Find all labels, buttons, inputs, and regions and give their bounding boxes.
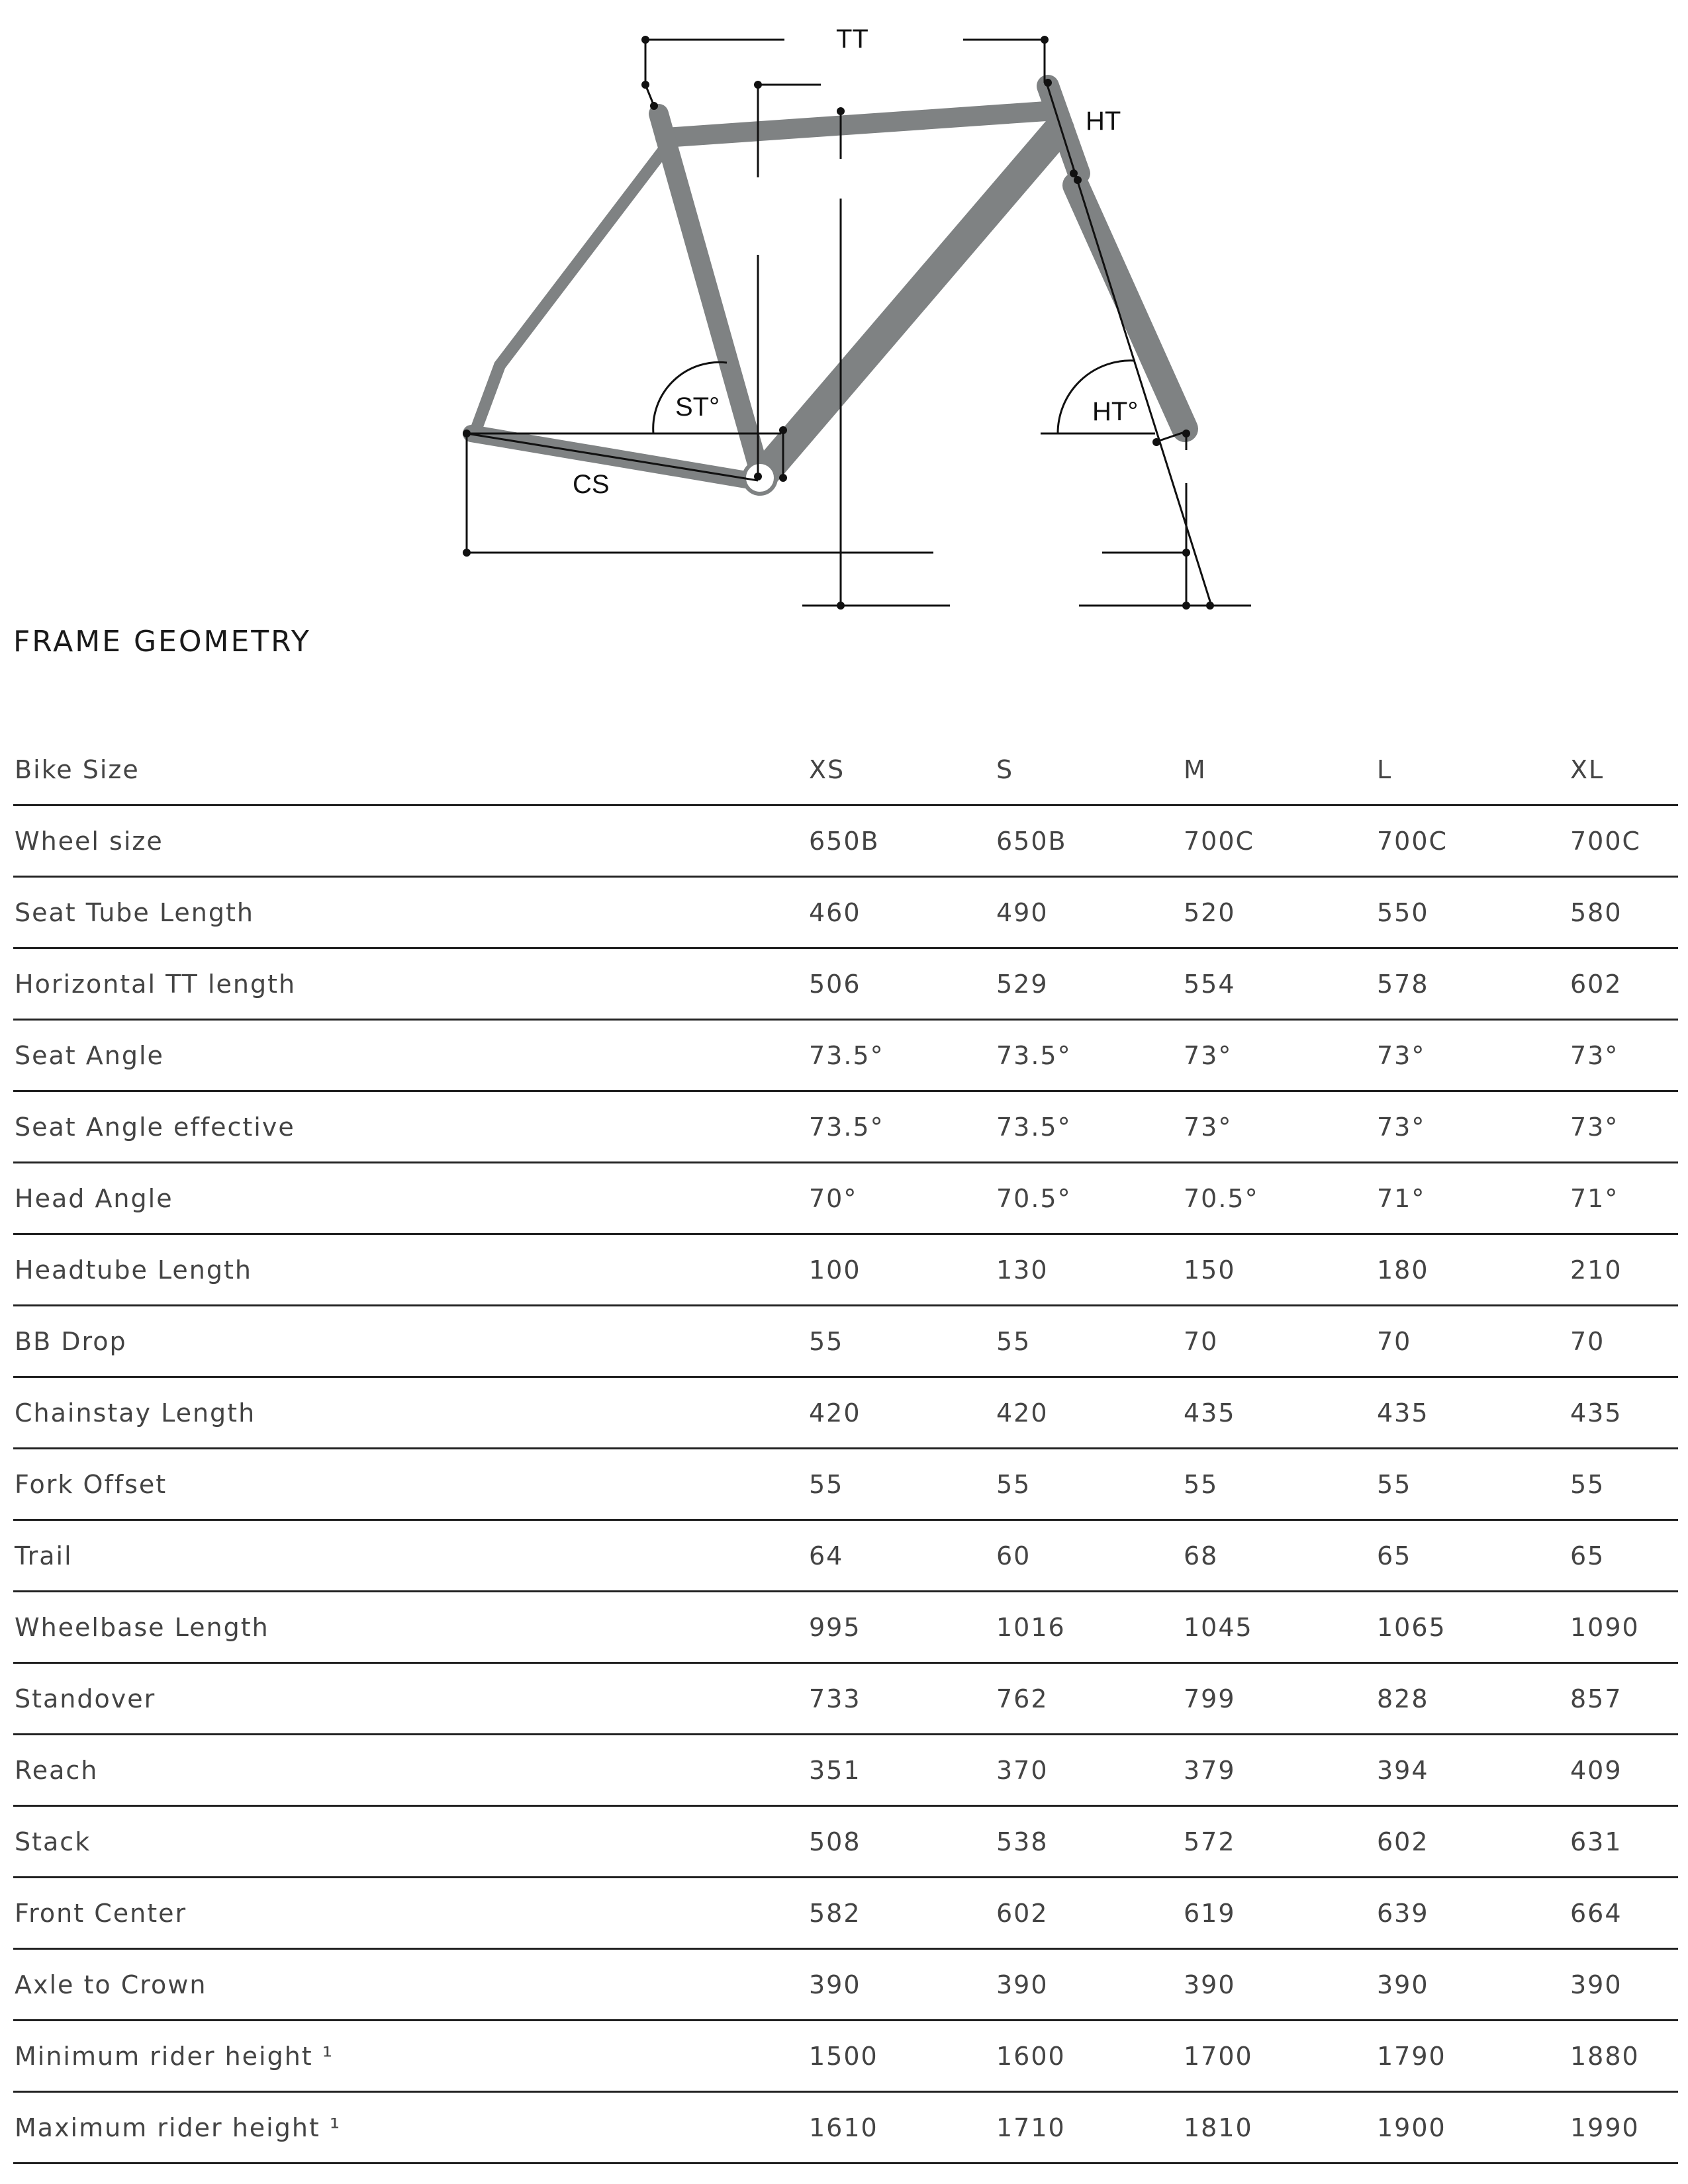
cell-value: 1700 (1182, 2021, 1376, 2092)
cell-value: 639 (1376, 1878, 1569, 1949)
cell-value: 65 (1569, 1520, 1678, 1592)
cell-value: 210 (1569, 1234, 1678, 1306)
table-row (13, 1091, 1678, 1163)
cell-value: 180 (1376, 1234, 1569, 1306)
table-row (13, 1878, 1678, 1949)
cell-value: 73° (1376, 1091, 1569, 1163)
cell-value: 394 (1376, 1735, 1569, 1806)
cell-value: 420 (995, 1377, 1182, 1449)
cell-value: 538 (995, 1806, 1182, 1878)
row-label: BB Drop (13, 1306, 808, 1377)
header-cell: XS (808, 735, 995, 805)
cell-value: 650B (808, 805, 995, 877)
cell-value: 700C (1376, 805, 1569, 877)
cell-value: 435 (1182, 1377, 1376, 1449)
tt-label: TT (836, 24, 868, 54)
row-label: Seat Tube Length (13, 877, 808, 948)
cell-value: 508 (808, 1806, 995, 1878)
frame-geometry-diagram (0, 0, 1688, 622)
cell-value: 619 (1182, 1878, 1376, 1949)
cell-value: 70 (1182, 1306, 1376, 1377)
cell-value: 1045 (1182, 1592, 1376, 1663)
cell-value: 130 (995, 1234, 1182, 1306)
row-label: Chainstay Length (13, 1377, 808, 1449)
row-label: Headtube Length (13, 1234, 808, 1306)
cell-value: 828 (1376, 1663, 1569, 1735)
cell-value: 65 (1376, 1520, 1569, 1592)
seat-stay (475, 365, 500, 432)
cell-value: 1790 (1376, 2021, 1569, 2092)
cell-value: 550 (1376, 877, 1569, 948)
cell-value: 73.5° (808, 1020, 995, 1091)
cell-value: 55 (1182, 1449, 1376, 1520)
row-label: Front Center (13, 1878, 808, 1949)
cs-label: CS (573, 470, 610, 499)
table-row (13, 1377, 1678, 1449)
cell-value: 60 (995, 1520, 1182, 1592)
row-label: Fork Offset (13, 1449, 808, 1520)
cell-value: 71° (1569, 1163, 1678, 1234)
cell-value: 420 (808, 1377, 995, 1449)
cell-value: 55 (808, 1306, 995, 1377)
bike-frame (471, 86, 1185, 482)
fork (1076, 185, 1185, 429)
cell-value: 73° (1569, 1020, 1678, 1091)
cell-value: 602 (1569, 948, 1678, 1020)
row-label: Seat Angle effective (13, 1091, 808, 1163)
cell-value: 506 (808, 948, 995, 1020)
header-cell: M (1182, 735, 1376, 805)
cell-value: 1065 (1376, 1592, 1569, 1663)
cell-value: 73° (1182, 1091, 1376, 1163)
cell-value: 150 (1182, 1234, 1376, 1306)
row-label: Axle to Crown (13, 1949, 808, 2021)
cell-value: 70.5° (1182, 1163, 1376, 1234)
cell-value: 73° (1569, 1091, 1678, 1163)
table-row (13, 2092, 1678, 2163)
cell-value: 1900 (1376, 2092, 1569, 2163)
table-row (13, 1949, 1678, 2021)
down-tube (765, 129, 1059, 473)
table-row (13, 948, 1678, 1020)
cell-value: 73° (1182, 1020, 1376, 1091)
row-label: Trail (13, 1520, 808, 1592)
cell-value: 73.5° (995, 1020, 1182, 1091)
cell-value: 529 (995, 948, 1182, 1020)
cell-value: 1880 (1569, 2021, 1678, 2092)
cell-value: 1500 (808, 2021, 995, 2092)
cell-value: 435 (1376, 1377, 1569, 1449)
cell-value: 390 (1376, 1949, 1569, 2021)
cell-value: 370 (995, 1735, 1182, 1806)
cell-value: 460 (808, 877, 995, 948)
row-label: Maximum rider height ¹ (13, 2092, 808, 2163)
top-tube (665, 111, 1046, 138)
row-label: Horizontal TT length (13, 948, 808, 1020)
cell-value: 100 (808, 1234, 995, 1306)
section-title: FRAME GEOMETRY (13, 625, 311, 659)
cell-value: 390 (808, 1949, 995, 2021)
cell-value: 602 (995, 1878, 1182, 1949)
cell-value: 1016 (995, 1592, 1182, 1663)
table-row (13, 1735, 1678, 1806)
cell-value: 71° (1376, 1163, 1569, 1234)
cell-value: 1990 (1569, 2092, 1678, 2163)
table-row (13, 1234, 1678, 1306)
cell-value: 73.5° (995, 1091, 1182, 1163)
row-label: Seat Angle (13, 1020, 808, 1091)
cell-value: 73.5° (808, 1091, 995, 1163)
cell-value: 70° (808, 1163, 995, 1234)
row-label: Standover (13, 1663, 808, 1735)
table-body (13, 805, 1678, 2163)
ht-label: HT (1086, 107, 1121, 136)
header-cell: Bike Size (13, 735, 808, 805)
row-label: Head Angle (13, 1163, 808, 1234)
cell-value: 762 (995, 1663, 1182, 1735)
cell-value: 379 (1182, 1735, 1376, 1806)
table-row (13, 1663, 1678, 1735)
cell-value: 582 (808, 1878, 995, 1949)
cell-value: 1710 (995, 2092, 1182, 2163)
table-row (13, 805, 1678, 877)
cell-value: 1610 (808, 2092, 995, 2163)
cell-value: 68 (1182, 1520, 1376, 1592)
cell-value: 580 (1569, 877, 1678, 948)
cell-value: 650B (995, 805, 1182, 877)
cell-value: 1600 (995, 2021, 1182, 2092)
cell-value: 390 (995, 1949, 1182, 2021)
cell-value: 664 (1569, 1878, 1678, 1949)
cell-value: 55 (995, 1306, 1182, 1377)
row-label: Reach (13, 1735, 808, 1806)
table-row (13, 877, 1678, 948)
cell-value: 1810 (1182, 2092, 1376, 2163)
cell-value: 490 (995, 877, 1182, 948)
table-row (13, 1306, 1678, 1377)
table-row (13, 1163, 1678, 1234)
cell-value: 554 (1182, 948, 1376, 1020)
header-cell: S (995, 735, 1182, 805)
header-cell: XL (1569, 735, 1678, 805)
cell-value: 70.5° (995, 1163, 1182, 1234)
cell-value: 55 (808, 1449, 995, 1520)
cell-value: 390 (1569, 1949, 1678, 2021)
cell-value: 602 (1376, 1806, 1569, 1878)
cell-value: 435 (1569, 1377, 1678, 1449)
cell-value: 55 (995, 1449, 1182, 1520)
cell-value: 995 (808, 1592, 995, 1663)
table-row (13, 1020, 1678, 1091)
cell-value: 55 (1569, 1449, 1678, 1520)
row-label: Minimum rider height ¹ (13, 2021, 808, 2092)
seat-stay-upper (500, 152, 662, 365)
table-row (13, 2021, 1678, 2092)
cell-value: 700C (1569, 805, 1678, 877)
cell-value: 351 (808, 1735, 995, 1806)
st-angle-label: ST° (675, 392, 720, 422)
cell-value: 409 (1569, 1735, 1678, 1806)
cell-value: 1090 (1569, 1592, 1678, 1663)
cell-value: 520 (1182, 877, 1376, 948)
table-row (13, 1592, 1678, 1663)
row-label: Wheelbase Length (13, 1592, 808, 1663)
cell-value: 857 (1569, 1663, 1678, 1735)
header-cell: L (1376, 735, 1569, 805)
cell-value: 70 (1376, 1306, 1569, 1377)
cell-value: 55 (1376, 1449, 1569, 1520)
table-row (13, 1449, 1678, 1520)
table-row (13, 1806, 1678, 1878)
cell-value: 390 (1182, 1949, 1376, 2021)
table-header-row (13, 735, 1678, 805)
cell-value: 572 (1182, 1806, 1376, 1878)
cell-value: 73° (1376, 1020, 1569, 1091)
cell-value: 700C (1182, 805, 1376, 877)
cell-value: 631 (1569, 1806, 1678, 1878)
cell-value: 733 (808, 1663, 995, 1735)
cell-value: 578 (1376, 948, 1569, 1020)
table-row (13, 1520, 1678, 1592)
ht-angle-label: HT° (1092, 397, 1139, 426)
row-label: Wheel size (13, 805, 808, 877)
cell-value: 70 (1569, 1306, 1678, 1377)
row-label: Stack (13, 1806, 808, 1878)
geometry-table (13, 735, 1678, 2164)
cell-value: 799 (1182, 1663, 1376, 1735)
cell-value: 64 (808, 1520, 995, 1592)
